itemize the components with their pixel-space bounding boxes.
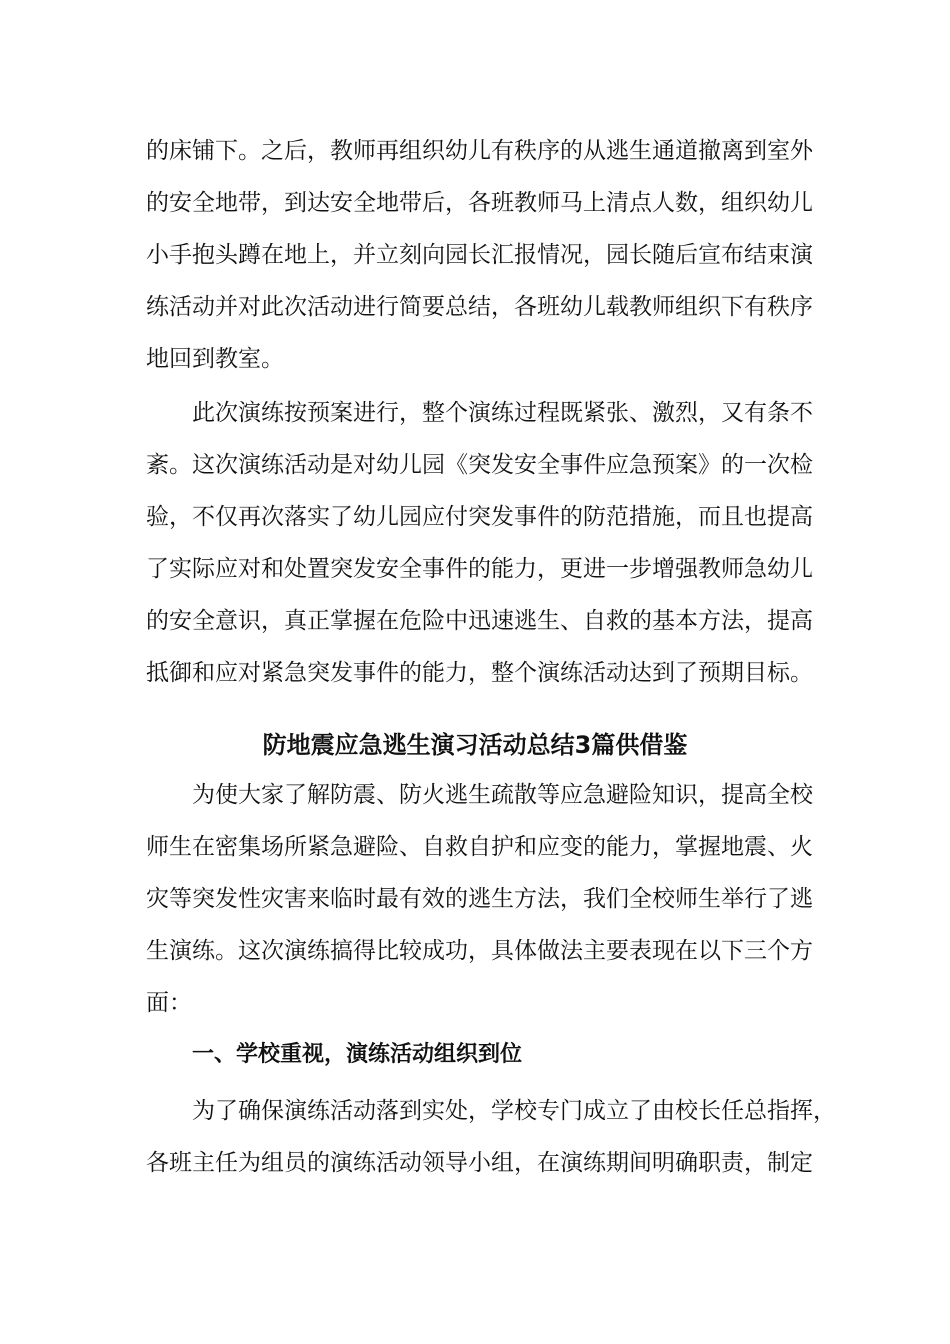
section-1-heading: 一、学校重视，演练活动组织到位 bbox=[192, 1042, 523, 1067]
paragraph-2-line-2: 紊。这次演练活动是对幼儿园《突发安全事件应急预案》的一次检 bbox=[146, 452, 813, 478]
section-title: 防地震应急逃生演习活动总结3篇供借鉴 bbox=[262, 731, 688, 759]
paragraph-1-line-3: 小手抱头蹲在地上，并立刻向园长汇报情况，园长随后宣布结束演 bbox=[146, 242, 813, 268]
paragraph-2-line-3: 验，不仅再次落实了幼儿园应付突发事件的防范措施，而且也提高 bbox=[146, 504, 813, 530]
paragraph-4-line-1: 为了确保演练活动落到实处，学校专门成立了由校长任总指挥， bbox=[192, 1098, 836, 1124]
paragraph-1-line-2: 的安全地带，到达安全地带后，各班教师马上清点人数，组织幼儿 bbox=[146, 190, 813, 216]
paragraph-2-line-5: 的安全意识，真正掌握在危险中迅速逃生、自救的基本方法，提高 bbox=[146, 608, 813, 634]
paragraph-2-line-4: 了实际应对和处置突发安全事件的能力，更进一步增强教师急幼儿 bbox=[146, 556, 813, 582]
paragraph-4-line-2: 各班主任为组员的演练活动领导小组，在演练期间明确职责，制定 bbox=[146, 1150, 813, 1176]
paragraph-3-line-4: 生演练。这次演练搞得比较成功，具体做法主要表现在以下三个方 bbox=[146, 938, 813, 964]
paragraph-1-line-5: 地回到教室。 bbox=[146, 346, 284, 372]
paragraph-3-line-1: 为使大家了解防震、防火逃生疏散等应急避险知识，提高全校 bbox=[192, 782, 813, 808]
paragraph-1-line-4: 练活动并对此次活动进行简要总结，各班幼儿载教师组织下有秩序 bbox=[146, 294, 813, 320]
paragraph-3-line-3: 灾等突发性灾害来临时最有效的逃生方法，我们全校师生举行了逃 bbox=[146, 886, 813, 912]
paragraph-1-line-1: 的床铺下。之后，教师再组织幼儿有秩序的从逃生通道撤离到室外 bbox=[146, 138, 813, 164]
paragraph-2-line-1: 此次演练按预案进行，整个演练过程既紧张、激烈，又有条不 bbox=[192, 400, 813, 426]
paragraph-3-line-2: 师生在密集场所紧急避险、自救自护和应变的能力，掌握地震、火 bbox=[146, 834, 813, 860]
paragraph-2-line-6: 抵御和应对紧急突发事件的能力，整个演练活动达到了预期目标。 bbox=[146, 660, 813, 686]
paragraph-3-line-5: 面： bbox=[146, 990, 192, 1016]
